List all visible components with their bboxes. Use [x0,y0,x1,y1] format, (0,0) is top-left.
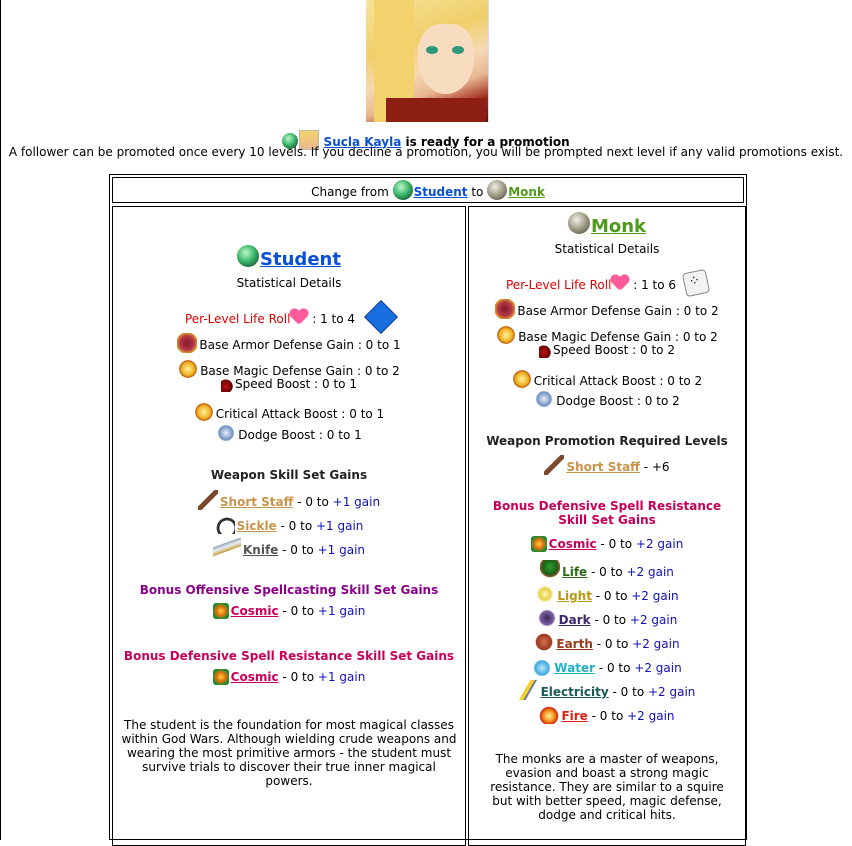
armor-shield-icon [495,299,515,319]
monk-subtitle: Statistical Details [554,242,660,256]
armor-shield-icon [177,333,197,353]
element-row-dark [469,608,745,628]
dodge-icon [216,423,236,443]
white-die-icon [682,269,710,297]
element-range: - 0 to [591,589,632,603]
student-magic-stat [113,359,465,379]
monk-speed-stat [469,343,745,358]
change-to-link[interactable]: Monk [508,185,545,199]
element-row-water [469,656,745,676]
weapon-row-sickle [113,514,465,534]
dodge-stat-text: Dodge Boost : 0 to 1 [238,428,362,442]
element-row-cosmic [469,536,745,552]
weapon-range: - 0 to [278,543,318,557]
monk-orb-icon [487,180,507,200]
water-drop-icon [532,656,552,676]
portrait-face [418,24,474,94]
student-offensive-heading: Bonus Offensive Spellcasting Skill Set Gains [139,583,439,597]
light-sun-icon [535,584,555,604]
student-subtitle: Statistical Details [236,276,342,290]
element-range: - 0 to [595,661,635,675]
monk-life-roll [469,271,745,295]
monk-short-staff-link[interactable]: Short Staff [566,460,640,474]
cosmic-icon [213,603,229,619]
monk-column [468,206,746,846]
short-staff-icon [198,490,218,510]
armor-stat-text: Base Armor Defense Gain : 0 to 1 [199,338,401,352]
critical-burst-icon [194,402,214,422]
monk-title-row [469,212,745,237]
heart-icon [611,275,629,291]
element-gain: +2 gain [632,637,680,651]
weapon-gain: +1 gain [315,519,364,533]
element-gain: +2 gain [647,685,696,699]
life-link[interactable]: Life [562,565,588,579]
element-gain: +2 gain [627,709,675,723]
student-title-link[interactable]: Student [260,249,341,270]
defensive-range: - 0 to [278,670,318,684]
magic-burst-icon [178,359,198,379]
weapon-range: - 0 to [293,495,333,509]
defensive-row-cosmic [113,669,465,685]
student-defensive-heading: Bonus Defensive Spell Resistance Skill Set Gains [123,649,455,663]
speed-stat-text: Speed Boost : 0 to 2 [553,343,675,357]
student-title-row [113,245,465,270]
element-gain: +2 gain [631,589,679,603]
element-gain: +2 gain [629,613,678,627]
offensive-row-cosmic [113,603,465,619]
student-critical-stat [113,402,465,422]
weapon-range: - 0 to [276,519,316,533]
change-from-link[interactable]: Student [413,185,468,199]
blue-die-icon [364,300,398,334]
water-link[interactable]: Water [554,661,595,675]
dodge-stat-text: Dodge Boost : 0 to 2 [556,394,680,408]
earth-link[interactable]: Earth [556,637,593,651]
page-left-border [0,0,1,840]
monk-critical-stat [469,369,745,389]
critical-stat-text: Critical Attack Boost : 0 to 2 [533,374,703,388]
student-orb-icon [237,245,259,267]
monk-weapon-req-heading: Weapon Promotion Required Levels [486,434,728,448]
weapon-req-row-short-staff [469,455,745,475]
life-roll-value: : 1 to 4 [308,312,356,326]
student-description: The student is the foundation for most magical classes within God Wars. Although wielding crude weapons and wearing the most primitive armors - the student must survive trials to discover their true inner magical powers. [121,718,457,788]
element-row-electricity [469,680,745,700]
critical-burst-icon [512,369,532,389]
element-range: - 0 to [596,537,636,551]
life-roll-label: Per-Level Life Roll [184,312,291,326]
electricity-bolt-icon [519,680,539,700]
fire-link[interactable]: Fire [561,709,588,723]
change-to-word: to [467,185,488,199]
change-prefix: Change from [311,185,393,199]
monk-dodge-stat [469,389,745,409]
element-range: - 0 to [587,709,628,723]
defensive-gain: +1 gain [317,670,366,684]
student-column [112,206,466,846]
element-row-earth [469,632,745,652]
dodge-icon [534,389,554,409]
electricity-link[interactable]: Electricity [540,685,609,699]
monk-description: The monks are a master of weapons, evasion and boast a strong magic resistance. They are similar to a squire but with better speed, magic defense, dodge and critical hits. [490,752,724,822]
knife-icon [213,538,241,558]
portrait-eye-left [426,46,438,54]
heart-icon [290,309,308,325]
monk-armor-stat [469,299,745,319]
student-armor-stat [113,333,465,353]
element-range: - 0 to [592,637,633,651]
armor-stat-text: Base Armor Defense Gain : 0 to 2 [517,304,719,318]
follower-portrait [366,0,489,122]
student-life-roll [113,305,465,329]
element-range: - 0 to [608,685,648,699]
element-row-light [469,584,745,604]
monk-title-link[interactable]: Monk [590,216,647,237]
monk-orb-icon [568,212,590,234]
sickle-link[interactable]: Sickle [236,519,277,533]
weapon-req-value: - +6 [639,460,670,474]
follower-name-link[interactable]: Sucla Kayla [323,135,402,149]
life-roll-label: Per-Level Life Roll [505,278,612,292]
element-row-fire [469,704,745,724]
dark-swirl-icon [537,608,557,628]
offensive-range: - 0 to [278,604,318,618]
element-row-life [469,560,745,580]
monk-defensive-heading: Bonus Defensive Spell Resistance Skill Set Gains [492,499,722,527]
short-staff-link[interactable]: Short Staff [219,495,294,509]
weapon-gain: +1 gain [317,543,366,557]
dark-link[interactable]: Dark [558,613,591,627]
knife-link[interactable]: Knife [242,543,279,557]
speed-stat-text: Speed Boost : 0 to 1 [235,377,357,391]
cosmic-icon [213,669,229,685]
element-range: - 0 to [590,613,630,627]
earth-rock-icon [534,632,554,652]
change-row [112,177,744,203]
element-gain: +2 gain [635,537,684,551]
magic-stat-text: Base Magic Defense Gain : 0 to 2 [518,330,718,344]
student-dodge-stat [113,423,465,443]
element-range: - 0 to [587,565,627,579]
defensive-cosmic-link[interactable]: Cosmic [230,670,279,684]
portrait-collar [386,98,486,122]
offensive-cosmic-link[interactable]: Cosmic [230,604,279,618]
offensive-gain: +1 gain [317,604,366,618]
weapon-row-short-staff [113,490,465,510]
life-roll-value: : 1 to 6 [629,278,677,292]
fire-flame-icon [539,704,559,724]
cosmic-link[interactable]: Cosmic [548,537,597,551]
light-link[interactable]: Light [557,589,592,603]
sickle-icon [215,514,235,534]
promotion-table [109,174,747,840]
critical-stat-text: Critical Attack Boost : 0 to 1 [215,407,385,421]
ready-text: is ready for a promotion [401,135,570,149]
cosmic-icon [531,536,547,552]
monk-magic-stat [469,325,745,345]
magic-burst-icon [496,325,516,345]
short-staff-icon [544,455,564,475]
student-speed-stat [113,377,465,392]
weapon-row-knife [113,538,465,558]
student-orb-icon [393,180,413,200]
student-weapon-heading: Weapon Skill Set Gains [210,468,368,482]
magic-stat-text: Base Magic Defense Gain : 0 to 2 [200,364,400,378]
element-gain: +2 gain [626,565,674,579]
element-gain: +2 gain [634,661,682,675]
speed-icon [539,344,551,358]
life-tree-icon [540,560,560,580]
weapon-gain: +1 gain [332,495,381,509]
speed-icon [221,378,233,392]
promotion-intro: A follower can be promoted once every 10 levels. If you decline a promotion, you will be prompted next level if any valid promotions exist. [8,145,844,159]
portrait-eye-right [452,46,464,54]
